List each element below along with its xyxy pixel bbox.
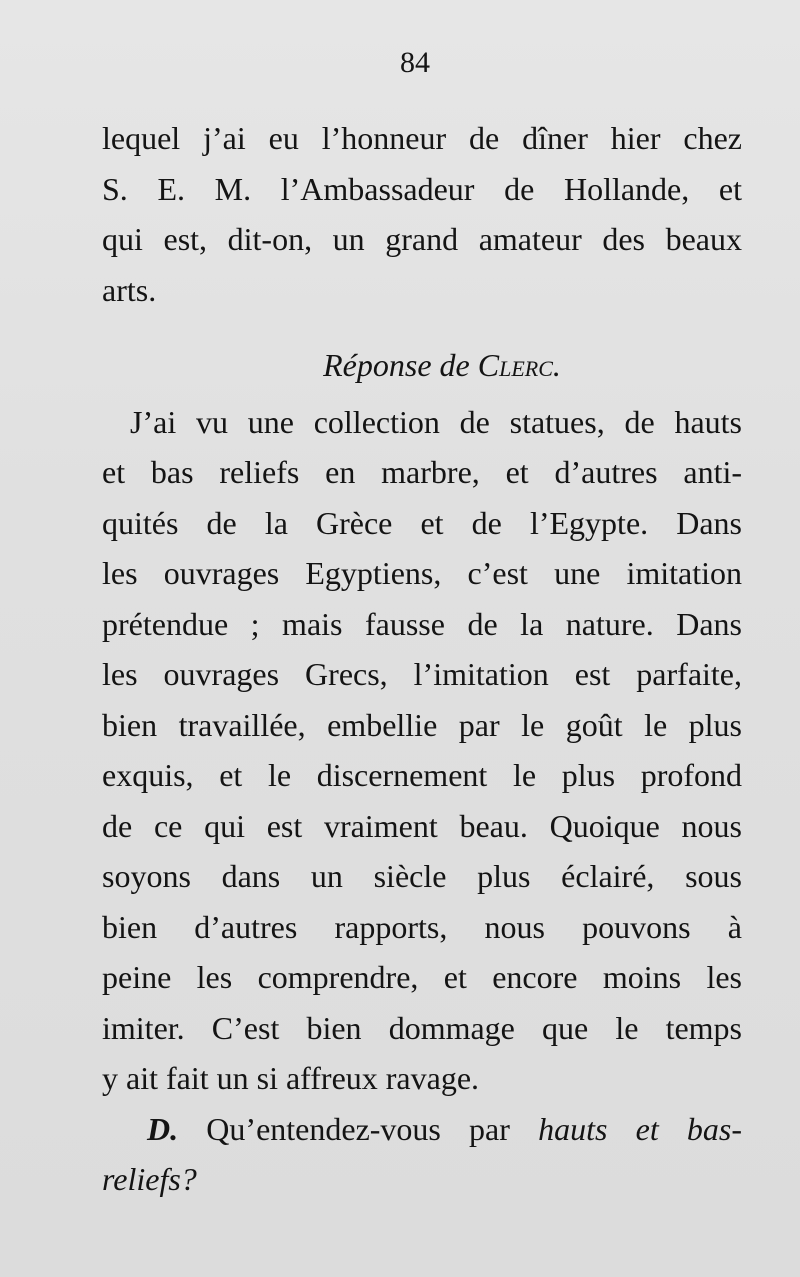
- text-line: les ouvrages Grecs, l’imitation est parfaite,: [102, 656, 742, 692]
- text-line: qui est, dit-on, un grand amateur des beaux: [102, 221, 742, 257]
- text-line: prétendue ; mais fausse de la nature. Dans: [102, 605, 742, 642]
- text-line: arts.: [102, 271, 157, 308]
- text-line: exquis, et le discernement le plus profond: [102, 757, 742, 793]
- text-line: bien travaillée, embellie par le goût le plus: [102, 706, 742, 743]
- question-paragraph: [102, 1104, 742, 1205]
- page-number: 84: [400, 46, 430, 79]
- text-line: les ouvrages Egyptiens, c’est une imitation: [102, 555, 742, 591]
- page-body: [102, 113, 742, 1205]
- question-text: Qu’entendez-vous par: [206, 1110, 510, 1147]
- question-italic-text: hauts et bas-: [538, 1110, 743, 1147]
- text-line: et bas reliefs en marbre, et d’autres anti-: [102, 454, 742, 490]
- text-line: quités de la Grèce et de l’Egypte. Dans: [102, 504, 742, 541]
- heading-italic-part: Réponse de: [323, 347, 470, 383]
- text-line: peine les comprendre, et encore moins les: [102, 959, 742, 995]
- text-line: S. E. M. l’Ambassadeur de Hollande, et: [102, 170, 742, 207]
- question-continuation: reliefs?: [102, 1161, 197, 1197]
- speaker-label: D.: [147, 1110, 179, 1147]
- text-line: imiter. C’est bien dommage que le temps: [102, 1009, 742, 1046]
- text-line: y ait fait un si affreux ravage.: [102, 1060, 480, 1096]
- section-heading: [102, 340, 742, 391]
- text-line: lequel j’ai eu l’honneur de dîner hier chez: [102, 120, 742, 156]
- text-line: J’ai vu une collection de statues, de hauts: [130, 403, 742, 440]
- text-line: de ce qui est vraiment beau. Quoique nous: [102, 807, 742, 844]
- paragraph-2: [102, 397, 742, 1104]
- text-line: bien d’autres rapports, nous pouvons à: [102, 908, 742, 945]
- heading-name: Clerc.: [477, 347, 561, 383]
- text-line: soyons dans un siècle plus éclairé, sous: [102, 858, 742, 894]
- text-line: [102, 1104, 742, 1155]
- paragraph-1: [102, 113, 742, 315]
